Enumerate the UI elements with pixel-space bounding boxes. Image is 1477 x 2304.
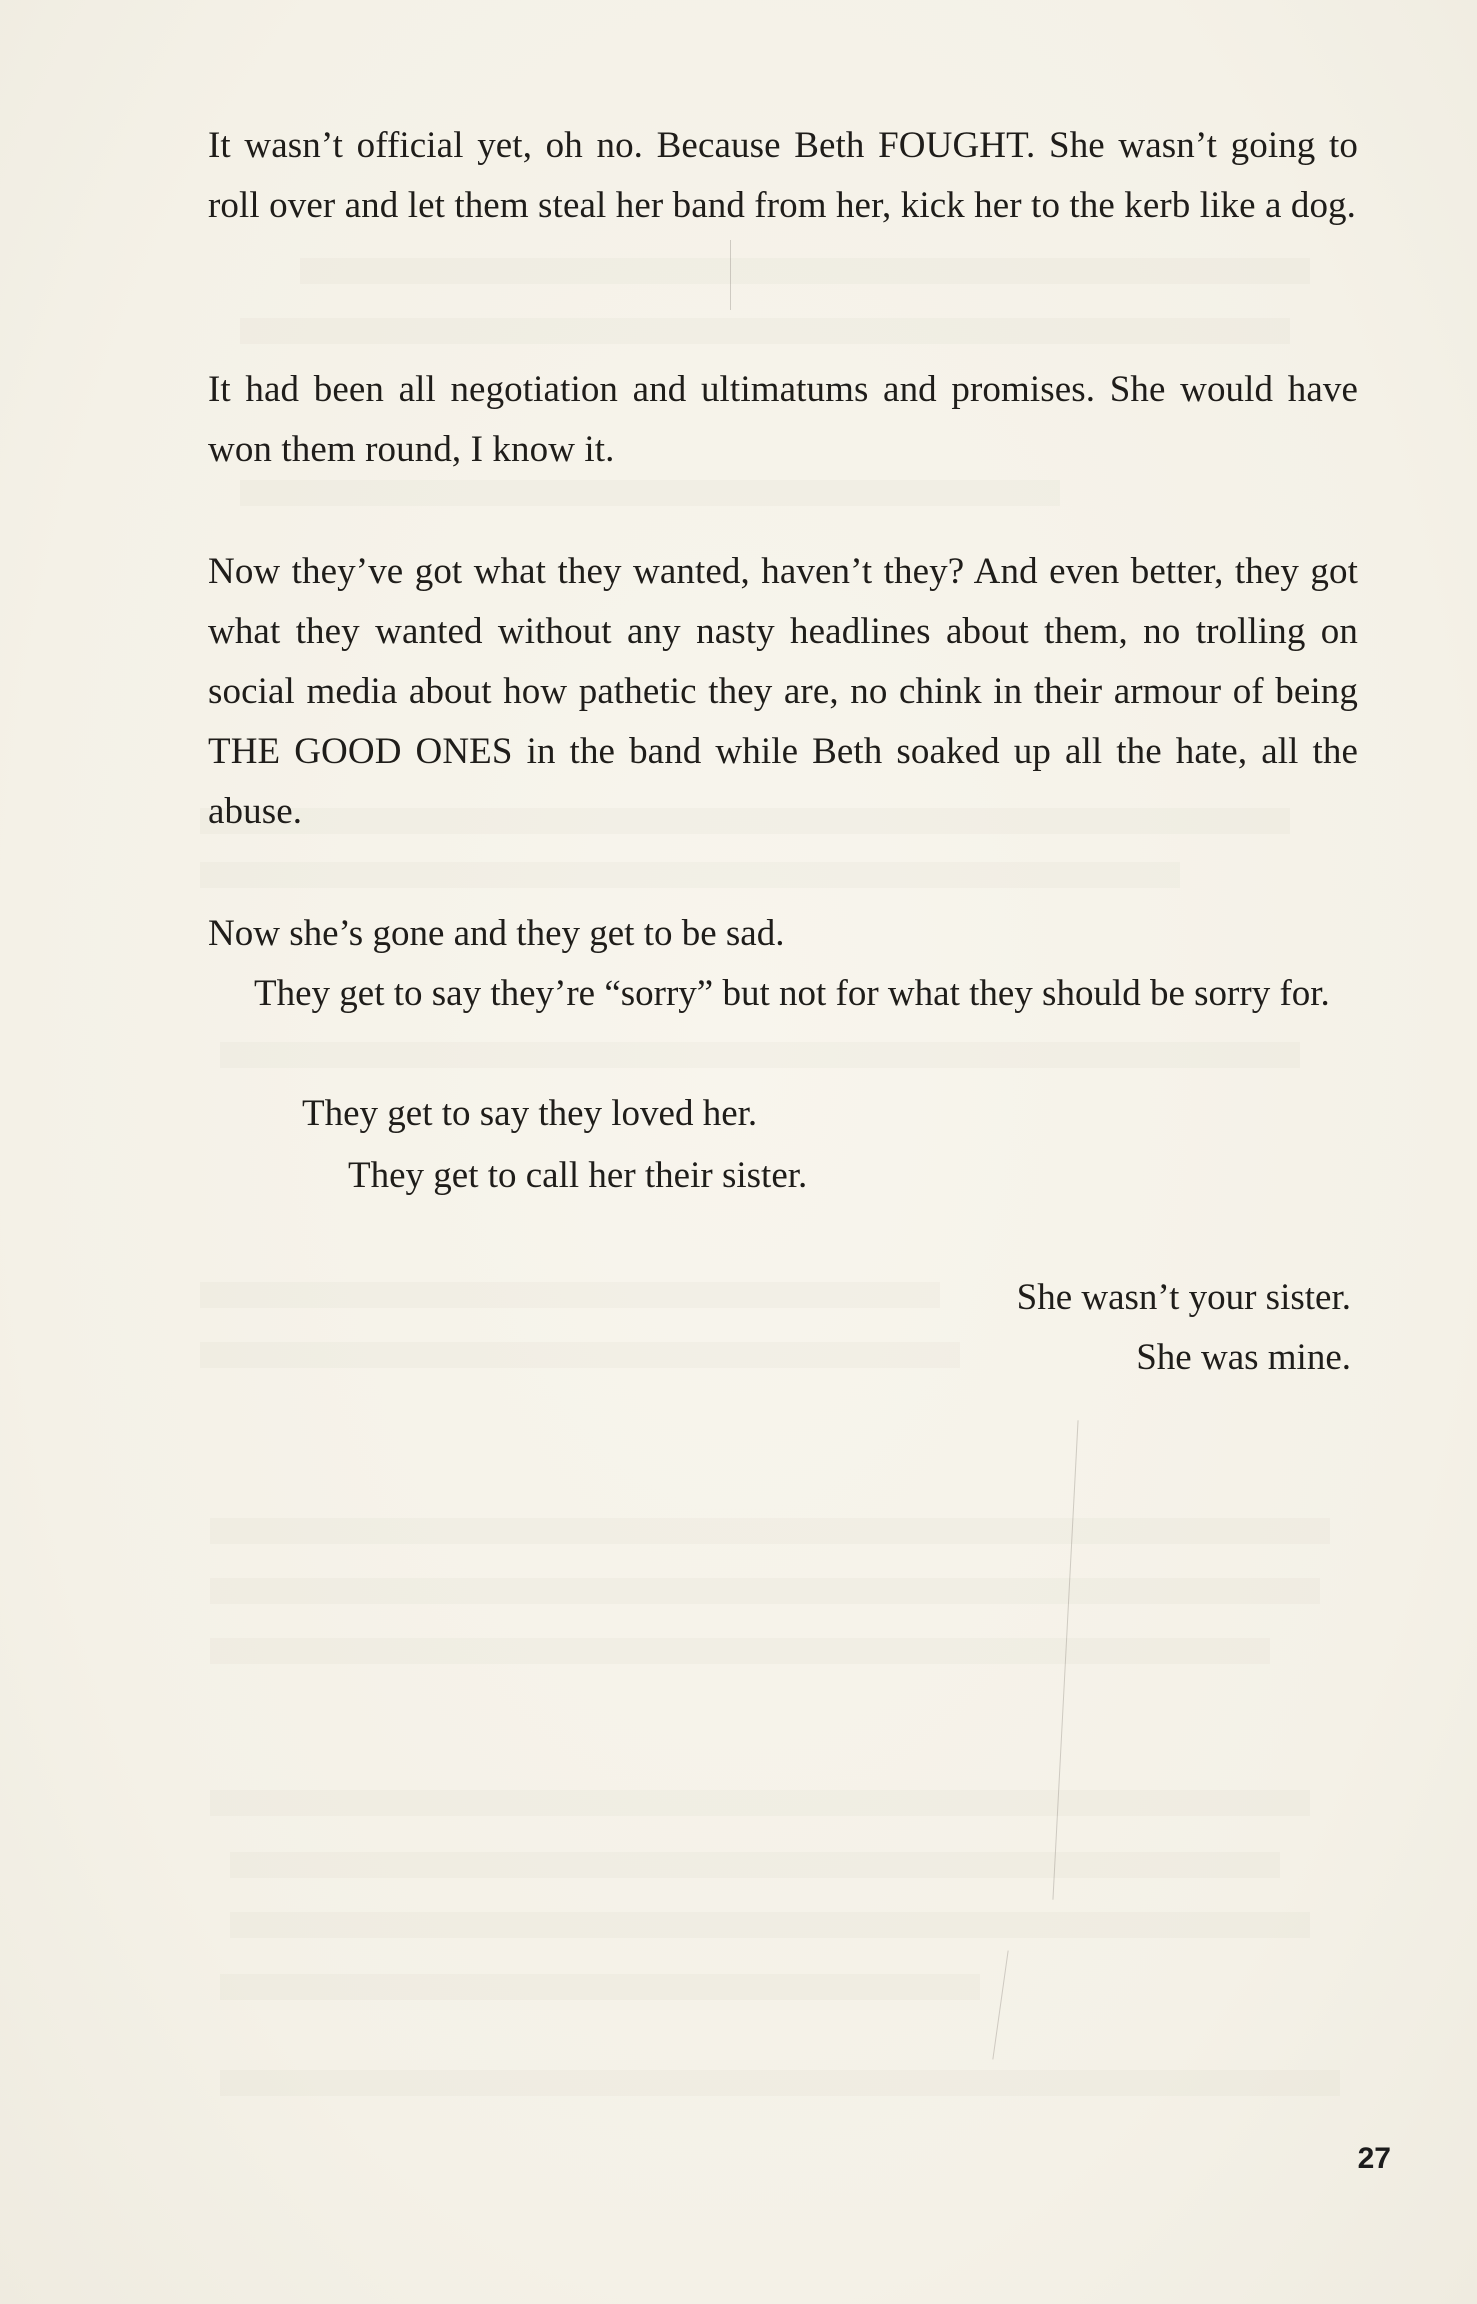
paragraph: It had been all negotiation and ultimatums and promises. She would have won them round, I know it. — [208, 369, 1358, 470]
closing-line: She wasn’t your sister. — [1016, 1277, 1351, 1318]
paragraph: It wasn’t official yet, oh no. Because Beth FOUGHT. She wasn’t going to roll over and let them steal her band from her, kick her to the kerb like a dog. — [208, 125, 1358, 226]
closing-line: She was mine. — [1136, 1337, 1351, 1378]
paragraph: Now she’s gone and they get to be sad. — [208, 913, 785, 954]
cascade-line: They get to call her their sister. — [348, 1155, 808, 1196]
cascade-line: They get to say they’re “sorry” but not for what they should be sorry for. — [254, 973, 1330, 1014]
page-number: 27 — [1357, 2142, 1391, 2175]
cascade-line: They get to say they loved her. — [302, 1093, 758, 1134]
paragraph: Now they’ve got what they wanted, haven’t they? And even better, they got what they wanted without any nasty headlines about them, no trolling on social media about how pathetic they are, no chink in their armour of being THE GOOD ONES in the band while Beth soaked up all the hate, all the abuse. — [208, 551, 1358, 832]
